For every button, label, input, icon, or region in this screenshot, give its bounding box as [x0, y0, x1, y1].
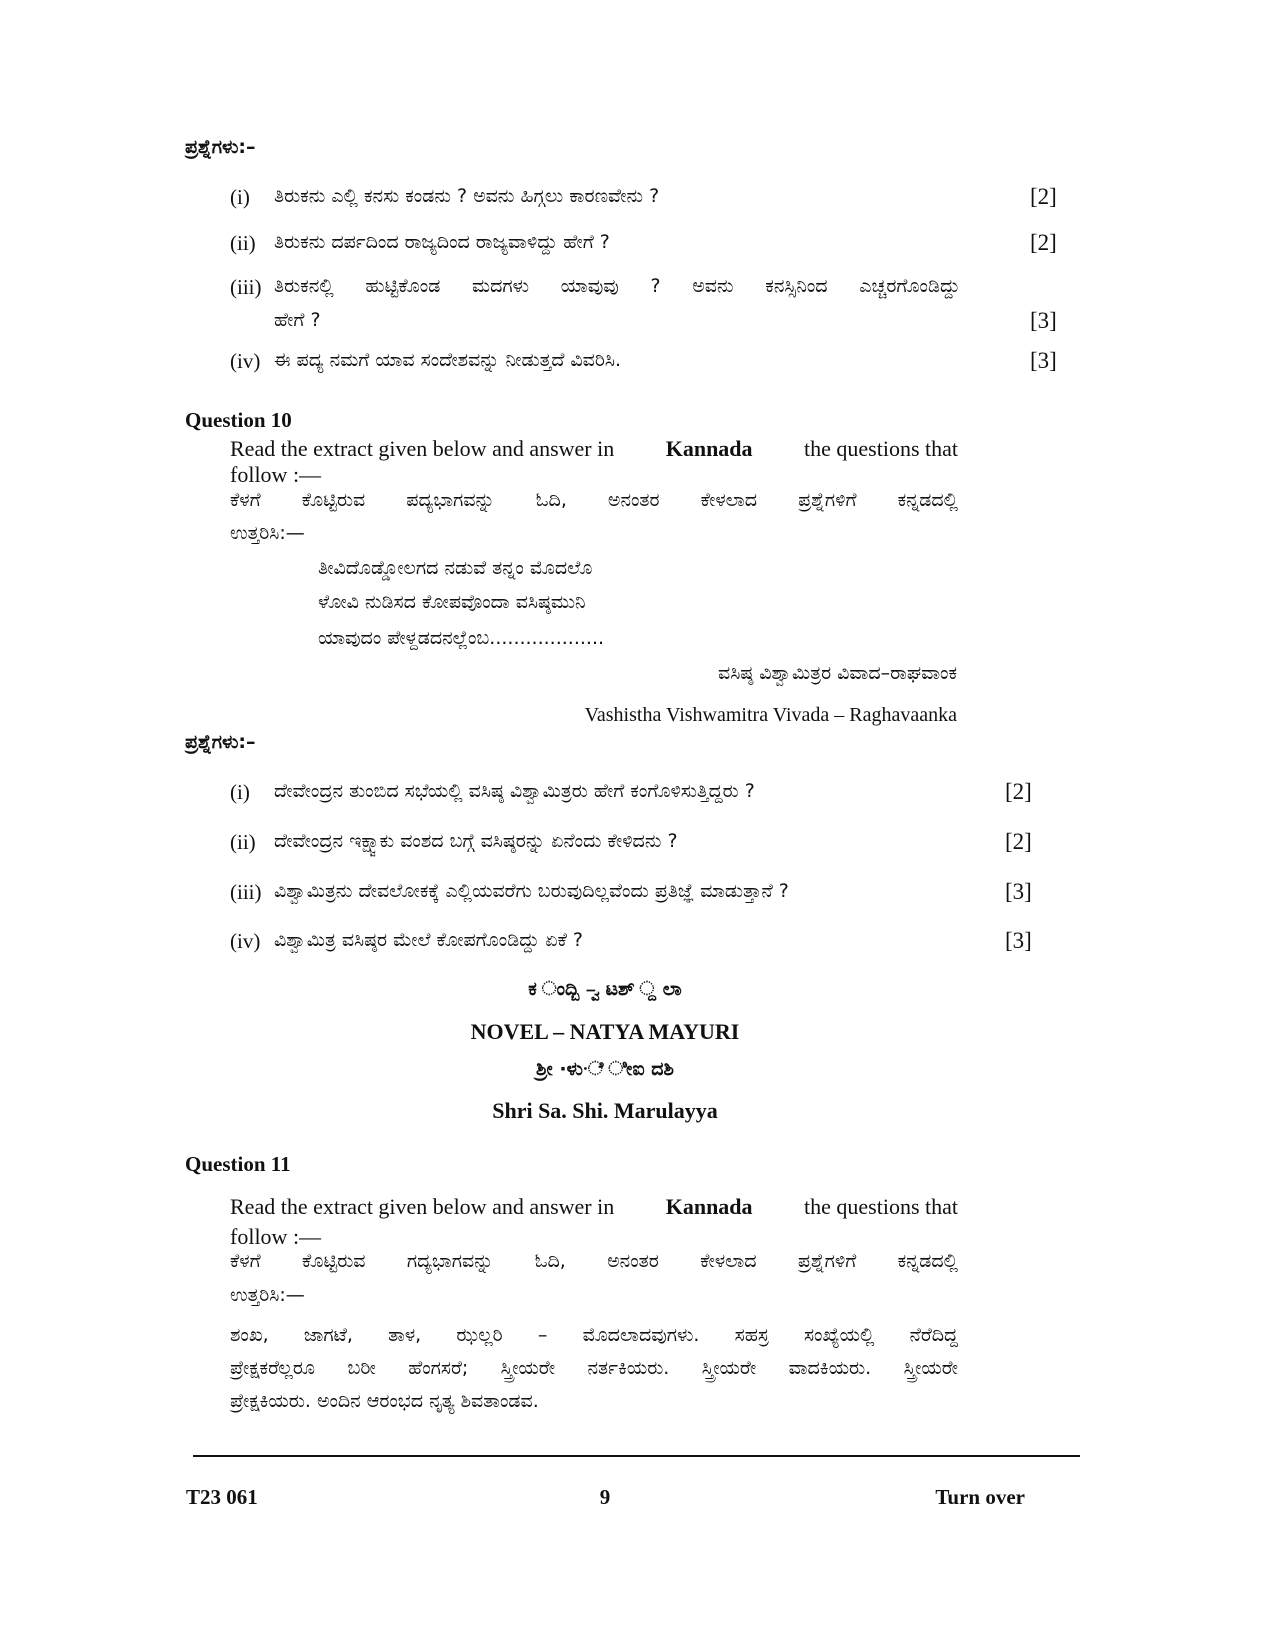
- instruction-text: Read the extract given below and answer in: [230, 436, 615, 461]
- question-11-title: Question 11: [185, 1152, 291, 1176]
- kannada-instruction-end: ಉತ್ತರಿಸಿ:—: [230, 1284, 305, 1306]
- question-number: (iv): [230, 929, 261, 953]
- question-marks: [2]: [1005, 779, 1032, 804]
- question-text: ದೇವೇಂದ್ರನ ಇಕ್ಷ್ವಾಕು ವಂಶದ ಬಗ್ಗೆ ವಸಿಷ್ಠರನ್ನು ಏನೆಂದು ಕೇಳಿದನು ?: [274, 830, 678, 852]
- question-text: ವಿಶ್ವಾಮಿತ್ರ ವಸಿಷ್ಠರ ಮೇಲೆ ಕೋಪಗೊಂಡಿದ್ದು ಏಕೆ ?: [274, 929, 583, 951]
- kannada-instruction: ಕೆಳಗೆ ಕೊಟ್ಟಿರುವ ಪದ್ಯಭಾಗವನ್ನು ಓದಿ, ಅನಂತರ ಕೇಳಲಾದ ಪ್ರಶ್ನೆಗಳಿಗೆ ಕನ್ನಡದಲ್ಲಿ: [230, 489, 958, 511]
- passage-line: ಪ್ರೇಕ್ಷಕರೆಲ್ಲರೂ ಬರೀ ಹೆಂಗಸರೆ; ಸ್ತ್ರೀಯರೇ ನರ್ತಕಿಯರು. ಸ್ತ್ರೀಯರೇ ವಾದಕಿಯರು. ಸ್ತ್ರೀಯರೇ: [230, 1357, 958, 1379]
- question-text: ತಿರುಕನು ದರ್ಪದಿಂದ ರಾಜ್ಯದಿಂದ ರಾಜ್ಯವಾಳಿದ್ದು ಹೇಗೆ ?: [274, 231, 610, 253]
- question-text: ತಿರುಕನಲ್ಲಿ ಹುಟ್ಟಿಕೊಂಡ ಮದಗಳು ಯಾವುವು ? ಅವನು ಕನಸ್ಸಿನಿಂದ ಎಚ್ಚರಗೊಂಡಿದ್ದು: [274, 275, 960, 297]
- novel-title-kannada: ಕ ಂದ್ಬಿ –್ವ ಟಶ್ ್ದ ಲಾ: [528, 978, 682, 1000]
- source-kannada: ವಸಿಷ್ಠ ವಿಶ್ವಾಮಿತ್ರರ ವಿವಾದ–ರಾಘವಾಂಕ: [718, 662, 957, 684]
- novel-author: Shri Sa. Shi. Marulayya: [492, 1098, 718, 1123]
- questions-heading: ಪ್ರಶ್ನೆಗಳು:–: [185, 136, 256, 158]
- question-number: (ii): [230, 830, 256, 854]
- passage-line: ಶಂಖ, ಜಾಗಟೆ, ತಾಳ, ಝಲ್ಲರಿ – ಮೊದಲಾದವುಗಳು. ಸಹಸ್ರ ಸಂಖ್ಯೆಯಲ್ಲಿ ನೆರೆದಿದ್ದ: [230, 1324, 958, 1346]
- question-marks: [2]: [1030, 184, 1057, 209]
- question-number: (iv): [230, 349, 261, 373]
- question-text: ಈ ಪದ್ಯ ನಮಗೆ ಯಾವ ಸಂದೇಶವನ್ನು ನೀಡುತ್ತದೆ ವಿವರಿಸಿ.: [274, 349, 622, 371]
- question-marks: [3]: [1005, 928, 1032, 953]
- question-marks: [2]: [1030, 230, 1057, 255]
- footer-rule: [193, 1455, 1080, 1457]
- question-number: (iii): [230, 880, 262, 904]
- question-text: ದೇವೇಂದ್ರನ ತುಂಬಿದ ಸಭೆಯಲ್ಲಿ ವಸಿಷ್ಠ ವಿಶ್ವಾಮಿತ್ರರು ಹೇಗೆ ಕಂಗೊಳಿಸುತ್ತಿದ್ದರು ?: [274, 780, 755, 802]
- poem-line: ಯಾವುದಂ ಪೇಳ್ದಡದನಲ್ಲೆಂಬ...................: [318, 627, 605, 649]
- questions-heading: ಪ್ರಶ್ನೆಗಳು:–: [185, 731, 256, 753]
- poem-line: ಳೋವಿ ನುಡಿಸದ ಕೋಪವೊಂದಾ ವಸಿಷ್ಠಮುನಿ: [318, 591, 586, 613]
- question-text: ವಿಶ್ವಾಮಿತ್ರನು ದೇವಲೋಕಕ್ಕೆ ಎಲ್ಲಿಯವರೆಗು ಬರುವುದಿಲ್ಲವೆಂದು ಪ್ರತಿಜ್ಞೆ ಮಾಡುತ್ತಾನೆ ?: [274, 880, 789, 902]
- instruction-follow: follow :—: [230, 1224, 322, 1249]
- question-text: ತಿರುಕನು ಎಲ್ಲಿ ಕನಸು ಕಂಡನು ? ಅವನು ಹಿಗ್ಗಲು ಕಾರಣವೇನು ?: [274, 185, 660, 207]
- question-10-title: Question 10: [185, 408, 292, 432]
- footer-code: T23 061: [186, 1485, 258, 1509]
- instruction-text: the questions that: [804, 1194, 958, 1219]
- question-text-continued: ಹೇಗೆ ?: [274, 309, 321, 331]
- kannada-instruction: ಕೆಳಗೆ ಕೊಟ್ಟಿರುವ ಗದ್ಯಭಾಗವನ್ನು ಓದಿ, ಅನಂತರ ಕೇಳಲಾದ ಪ್ರಶ್ನೆಗಳಿಗೆ ಕನ್ನಡದಲ್ಲಿ: [230, 1250, 958, 1272]
- question-10-instruction: [230, 436, 958, 462]
- instruction-text: the questions that: [804, 436, 958, 461]
- poem-line: ತೀವಿದೊಡ್ಡೋಲಗದ ನಡುವೆ ತನ್ನಂ ಮೊದಲೊ: [318, 557, 593, 579]
- instruction-follow: follow :—: [230, 462, 322, 487]
- question-marks: [3]: [1030, 308, 1057, 333]
- question-number: (iii): [230, 275, 262, 299]
- question-marks: [3]: [1030, 348, 1057, 373]
- source-english: Vashistha Vishwamitra Vivada – Raghavaanka: [584, 704, 957, 726]
- passage-line: ಪ್ರೇಕ್ಷಕಿಯರು. ಅಂದಿನ ಆರಂಭದ ನೃತ್ಯ ಶಿವತಾಂಡವ.: [230, 1390, 539, 1412]
- question-marks: [2]: [1005, 829, 1032, 854]
- turn-over-label: Turn over: [935, 1485, 1025, 1509]
- question-11-instruction: [230, 1194, 958, 1220]
- instruction-language: Kannada: [665, 1194, 753, 1219]
- question-number: (ii): [230, 231, 256, 255]
- instruction-text: Read the extract given below and answer in: [230, 1194, 615, 1219]
- question-number: (i): [230, 780, 250, 804]
- page-number: 9: [599, 1485, 611, 1509]
- kannada-instruction-end: ಉತ್ತರಿಸಿ:—: [230, 522, 305, 544]
- question-number: (i): [230, 185, 250, 209]
- novel-author-kannada: ಶ್ರೀ ·ಳು·ೆ ೀಐ ದಶಿ: [536, 1058, 674, 1080]
- novel-title: NOVEL – NATYA MAYURI: [470, 1019, 740, 1044]
- instruction-language: Kannada: [665, 436, 753, 461]
- question-marks: [3]: [1005, 879, 1032, 904]
